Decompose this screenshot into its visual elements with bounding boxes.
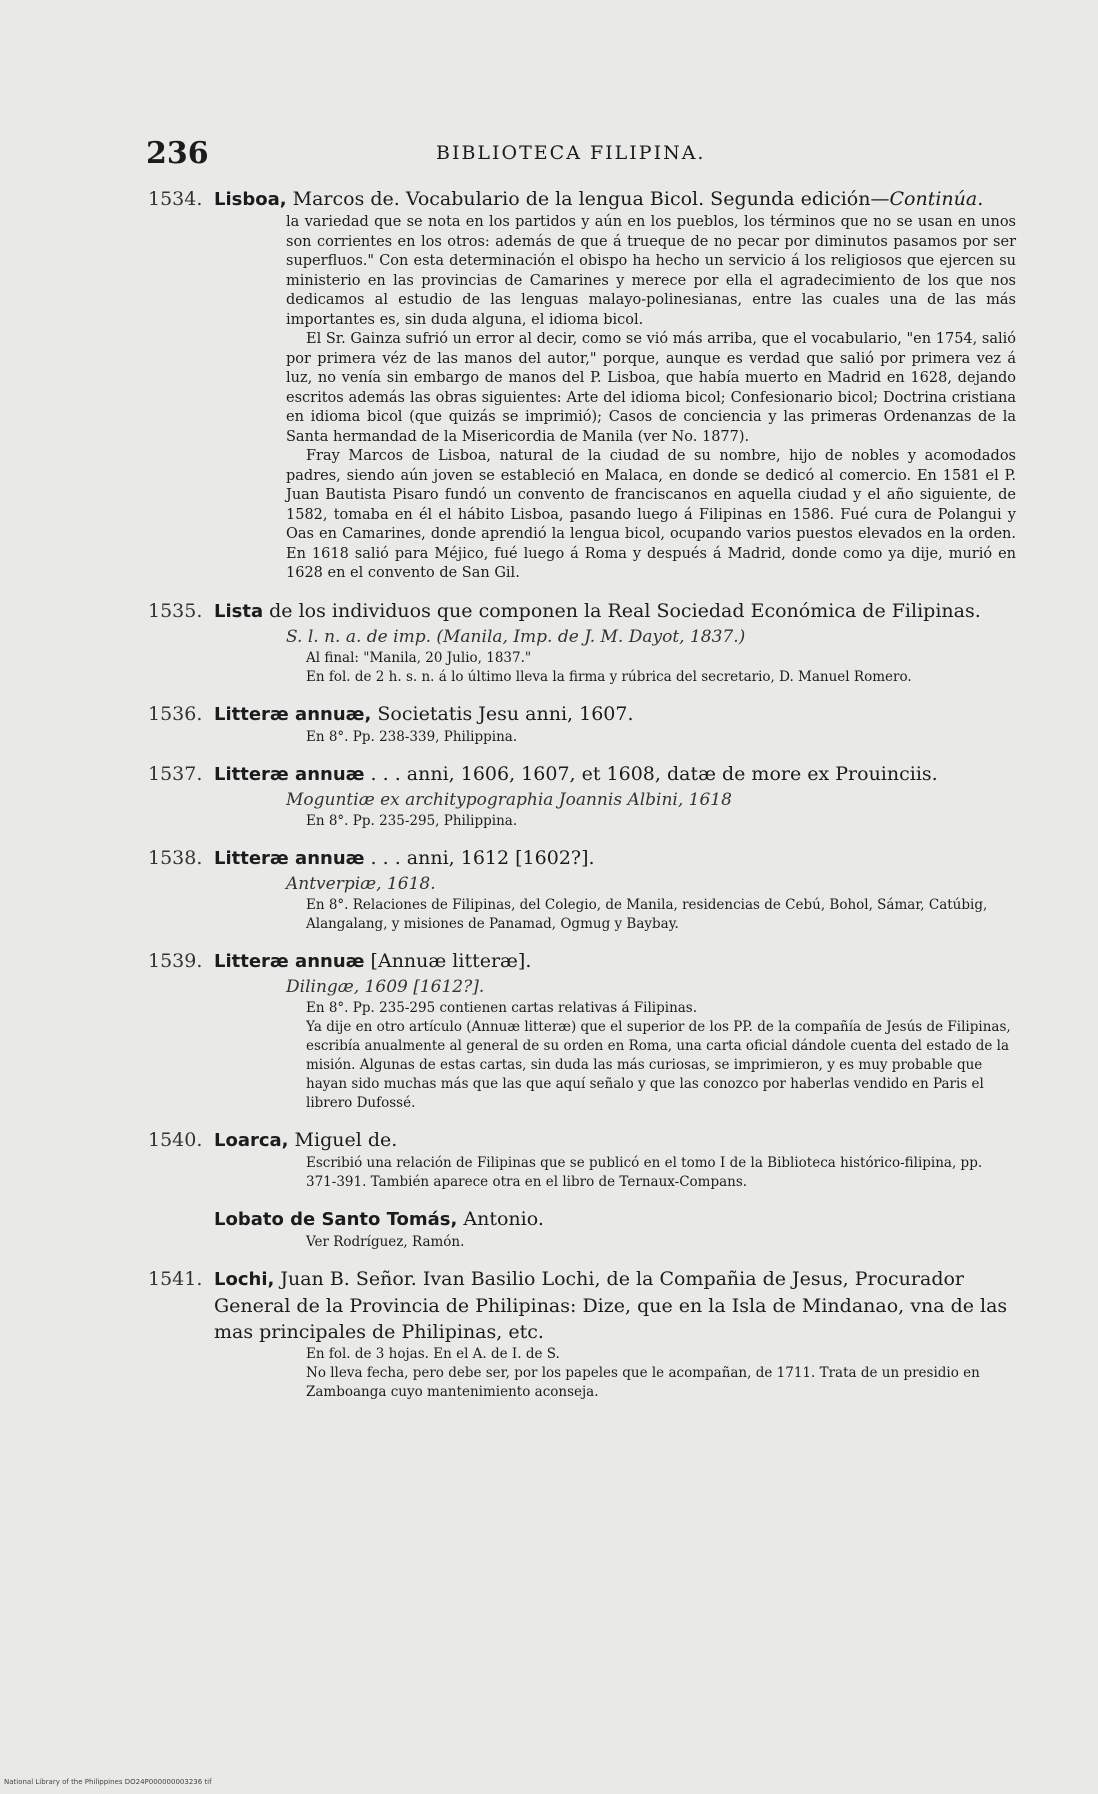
- note: En 8°. Pp. 235-295, Philippina.: [306, 812, 518, 829]
- note: En 8°. Pp. 238-339, Philippina.: [306, 728, 518, 745]
- entry-heading: [148, 1127, 1016, 1154]
- entry-author: Litteræ annuæ,: [214, 703, 372, 725]
- note: Al final: "Manila, 20 Julio, 1837.": [306, 649, 532, 666]
- entry-number: 1536.: [148, 702, 203, 725]
- entry-title: Vocabulario de la lengua Bicol. Segunda edición—: [399, 188, 890, 210]
- entry-author: Lochi,: [214, 1268, 275, 1290]
- entry-imprint: Dilingæ, 1609 [1612?].: [286, 976, 485, 997]
- paragraph: la variedad que se nota en los partidos y aún en los pueblos, los términos que no se usan en unos son corrientes en los otros: además de que á trueque de no pecar por diminutos pasamos por ser superfluos." Con esta determinación el obispo ha hecho un servicio á los religiosos que ejercen su ministerio en las provincias de Camarines y merece por ella el agradecimiento de los que nos dedicamos al estudio de las lenguas malayo-polinesianas, entre las cuales una de las más importantes es, sin duda alguna, el idioma bicol.: [286, 214, 1016, 328]
- entry-title: . . . anni, 1612 [1602?].: [364, 846, 595, 869]
- entry-title: Antonio.: [457, 1207, 544, 1230]
- entry-title: [Annuæ litteræ].: [364, 949, 532, 972]
- entry-imprint: Antverpiæ, 1618.: [286, 873, 436, 894]
- entry-author: Litteræ annuæ: [214, 847, 365, 869]
- note: En fol. de 3 hojas. En el A. de I. de S.: [306, 1345, 560, 1362]
- entry-body: [148, 213, 1016, 584]
- page-header: [146, 136, 1026, 172]
- entry-title: Societatis Jesu anni, 1607.: [371, 702, 634, 725]
- entry-1540: [148, 1127, 1016, 1192]
- cross-reference: Ver Rodríguez, Ramón.: [306, 1233, 465, 1250]
- entry-notes: [148, 896, 1016, 934]
- entry-number: 1540.: [148, 1128, 203, 1151]
- entry-title: . . . anni, 1606, 1607, et 1608, datæ de more ex Prouinciis.: [364, 762, 938, 785]
- entry-number: 1534.: [148, 188, 203, 210]
- running-title: BIBLIOTECA FILIPINA.: [436, 142, 706, 164]
- entry-number: 1538.: [148, 846, 203, 869]
- entry-notes: [148, 1233, 1016, 1252]
- entry-notes: [148, 1154, 1016, 1192]
- entry-1541: [148, 1266, 1016, 1402]
- entry-1539: [148, 948, 1016, 1113]
- note: No lleva fecha, pero debe ser, por los papeles que le acompañan, de 1711. Trata de un presidio en Zamboanga cuyo mantenimiento aconseja.: [306, 1364, 980, 1400]
- entry-heading: [148, 761, 1016, 788]
- entry-author: Loarca,: [214, 1129, 289, 1151]
- entry-imprint: S. l. n. a. de imp. (Manila, Imp. de J. M. Dayot, 1837.): [286, 626, 746, 647]
- paragraph: Fray Marcos de Lisboa, natural de la ciudad de su nombre, hijo de nobles y acomodados padres, siendo aún joven se estableció en Malaca, en donde se dedicó al comercio. En 1581 el P. Juan Bautista Pisaro fundó un convento de franciscanos en aquella ciudad y el año siguiente, de 1582, tomaba en él el hábito Lisboa, pasando luego á Filipinas en 1586. Fué cura de Polangui y Oas en Camarines, donde aprendió la lengua bicol, ocupando varios puestos elevados en la orden. En 1618 salió para Méjico, fué luego á Roma y después á Madrid, donde como ya dije, murió en 1628 en el convento de San Gil.: [286, 448, 1016, 581]
- entry-title: de los individuos que componen la Real Sociedad Económica de Filipinas.: [263, 599, 981, 622]
- scan-credit: National Library of the Philippines DO24P000000003236 tif: [4, 1778, 212, 1786]
- entry-author: Litteræ annuæ: [214, 763, 365, 785]
- entry-notes: [148, 812, 1016, 831]
- entry-1534: [148, 186, 1016, 584]
- entry-notes: [148, 649, 1016, 687]
- note: En 8°. Relaciones de Filipinas, del Colegio, de Manila, residencias de Cebú, Bohol, Sámar, Catúbig, Alangalang, y misiones de Panamad, Ogmug y Baybay.: [306, 896, 988, 932]
- entry-number: 1535.: [148, 599, 203, 622]
- entry-notes: [148, 999, 1016, 1113]
- entry-imprint: Moguntiæ ex architypographia Joannis Albini, 1618: [286, 789, 732, 810]
- entry-1536: [148, 701, 1016, 747]
- entry-lobato: [148, 1206, 1016, 1252]
- entry-author: Litteræ annuæ: [214, 950, 365, 972]
- note: Escribió una relación de Filipinas que se publicó en el tomo I de la Biblioteca histórico-filipina, pp. 371-391. También aparece otra en el libro de Ternaux-Compans.: [306, 1154, 983, 1190]
- entry-1535: [148, 598, 1016, 687]
- entry-title: Juan B. Señor. Ivan Basilio Lochi, de la Compañia de Jesus, Procurador General de la Provincia de Philipinas: Dize, que en la Isla de Mindanao, vna de las mas principales de Philipinas, etc.: [214, 1267, 1008, 1343]
- entry-number: 1537.: [148, 762, 203, 785]
- note: En 8°. Pp. 235-295 contienen cartas relativas á Filipinas.: [306, 999, 698, 1016]
- entry-notes: [148, 1345, 1016, 1402]
- page-number: 236: [146, 136, 209, 171]
- entry-number: 1539.: [148, 949, 203, 972]
- paragraph: El Sr. Gainza sufrió un error al decir, como se vió más arriba, que el vocabulario, "en 1754, salió por primera véz de las manos del autor," porque, aunque es verdad que salió por primera vez á luz, no venía sin embargo de manos del P. Lisboa, que había muerto en Madrid en 1628, dejando escritos además las obras siguientes: Arte del idioma bicol; Confesionario bicol; Doctrina cristiana en idioma bicol (que quizás se imprimió); Casos de conciencia y las primeras Ordenanzas de la Santa hermandad de la Misericordia de Manila (ver No. 1877).: [286, 331, 1016, 445]
- entry-author: Lisboa,: [214, 189, 287, 210]
- bibliography-entries: [148, 186, 1016, 1416]
- entry-1538: [148, 845, 1016, 934]
- entry-author: Lobato de Santo Tomás,: [214, 1208, 458, 1230]
- entry-heading: [148, 845, 1016, 872]
- entry-author-rest: Marcos de.: [286, 188, 400, 210]
- entry-author: Lista: [214, 600, 264, 622]
- entry-notes: [148, 728, 1016, 747]
- entry-heading: [148, 598, 1016, 625]
- entry-heading: [148, 948, 1016, 975]
- entry-heading: [148, 1266, 1016, 1345]
- entry-heading: [148, 1206, 1016, 1233]
- entry-heading: [148, 186, 1016, 213]
- entry-1537: [148, 761, 1016, 831]
- note: En fol. de 2 h. s. n. á lo último lleva la firma y rúbrica del secretario, D. Manuel Romero.: [306, 668, 912, 685]
- entry-number: 1541.: [148, 1267, 203, 1290]
- note: Ya dije en otro artículo (Annuæ litteræ) que el superior de los PP. de la compañía de Jesús de Filipinas, escribía anualmente al general de su orden en Roma, una carta oficial dándole cuenta del estado de la misión. Algunas de estas cartas, sin duda las más curiosas, se imprimieron, y es muy probable que hayan sido muchas más que las que aquí señalo y que las conozco por haberlas vendido en Paris el librero Dufossé.: [306, 1018, 1011, 1111]
- entry-title: Miguel de.: [288, 1128, 398, 1151]
- entry-heading: [148, 701, 1016, 728]
- continuation-mark: Continúa.: [889, 188, 984, 210]
